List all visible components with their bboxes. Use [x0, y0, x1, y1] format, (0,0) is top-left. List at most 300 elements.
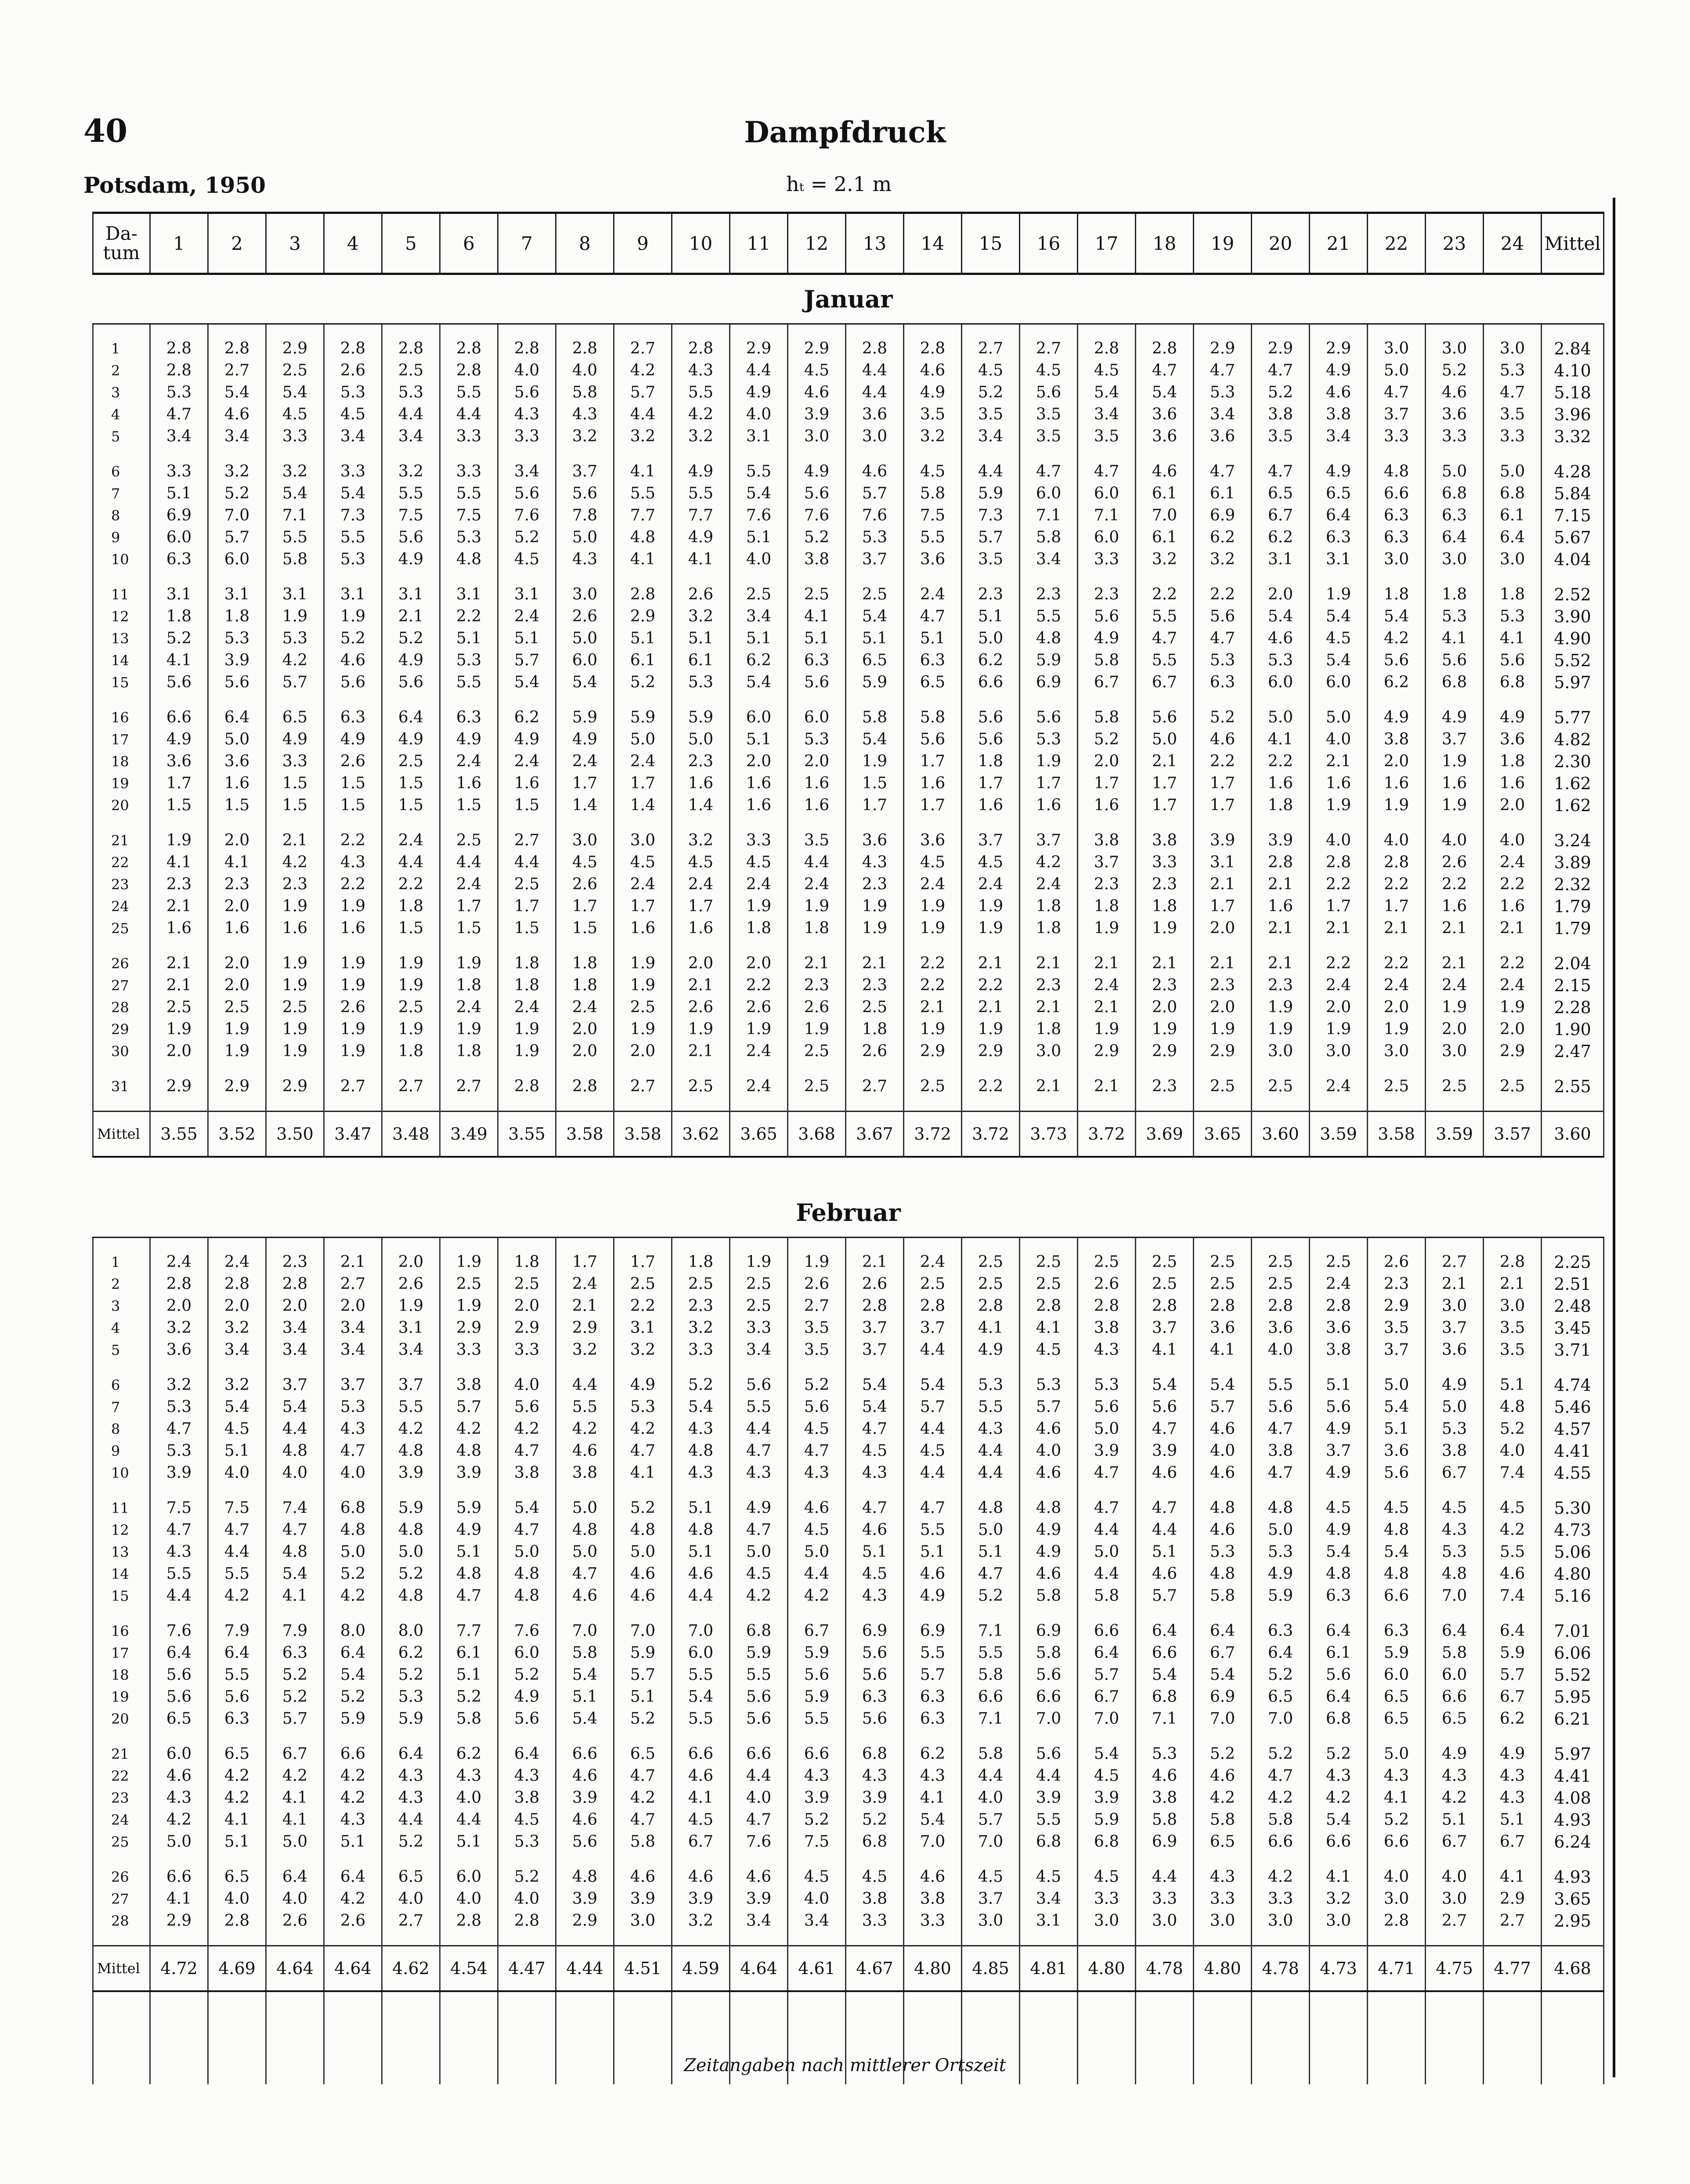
- value-cell: 6.0: [1078, 483, 1136, 505]
- daily-mean-cell: 5.30: [1542, 1497, 1604, 1519]
- value-cell: 1.9: [962, 1018, 1020, 1040]
- value-cell: 1.8: [208, 606, 266, 628]
- value-cell: 2.5: [1484, 1076, 1542, 1097]
- value-cell: 2.2: [1310, 953, 1368, 975]
- value-cell: 5.4: [672, 1686, 730, 1708]
- value-cell: 4.3: [150, 1787, 208, 1809]
- value-cell: 2.5: [672, 1076, 730, 1097]
- value-cell: 6.1: [1194, 483, 1252, 505]
- value-cell: 4.4: [846, 382, 904, 404]
- value-cell: 5.1: [962, 606, 1020, 628]
- value-cell: 5.6: [730, 1708, 788, 1730]
- value-cell: 5.9: [614, 1642, 672, 1664]
- value-cell: 4.5: [788, 360, 846, 382]
- value-cell: 4.6: [1194, 1519, 1252, 1541]
- value-cell: 2.5: [1020, 1251, 1078, 1273]
- value-cell: 2.7: [324, 1273, 382, 1295]
- value-cell: 3.3: [266, 751, 324, 773]
- value-cell: 2.6: [788, 1273, 846, 1295]
- value-cell: 4.7: [846, 1497, 904, 1519]
- daily-mean-cell: 4.10: [1542, 360, 1604, 382]
- value-cell: 4.1: [614, 461, 672, 483]
- hourly-mean-cell: 4.80: [1194, 1946, 1252, 1992]
- height-label: hₜ = 2.1 m: [786, 172, 892, 196]
- overall-mean-cell: 4.68: [1542, 1946, 1604, 1992]
- value-cell: 5.1: [730, 527, 788, 549]
- value-cell: 7.6: [498, 505, 556, 527]
- value-cell: 4.4: [962, 1440, 1020, 1462]
- value-cell: 4.2: [324, 1888, 382, 1910]
- day-cell: 22: [93, 1765, 150, 1787]
- value-cell: 4.3: [440, 1765, 498, 1787]
- day-cell: 31: [93, 1076, 150, 1097]
- value-cell: 2.4: [1484, 975, 1542, 996]
- value-cell: 5.6: [498, 483, 556, 505]
- value-cell: 1.9: [1136, 1018, 1194, 1040]
- daily-mean-cell: 2.30: [1542, 751, 1604, 773]
- value-cell: 4.0: [730, 549, 788, 570]
- value-cell: 6.4: [1310, 505, 1368, 527]
- value-cell: 3.0: [1484, 549, 1542, 570]
- value-cell: 2.8: [904, 1295, 962, 1317]
- value-cell: 4.8: [1426, 1563, 1484, 1585]
- hourly-mean-cell: 4.73: [1310, 1946, 1368, 1992]
- value-cell: 7.6: [498, 1620, 556, 1642]
- value-cell: 2.5: [382, 360, 440, 382]
- value-cell: 4.9: [1020, 1519, 1078, 1541]
- value-cell: 5.7: [1136, 1585, 1194, 1607]
- value-cell: 5.3: [788, 729, 846, 751]
- value-cell: 3.0: [1426, 1295, 1484, 1317]
- value-cell: 3.4: [962, 426, 1020, 448]
- value-cell: 2.9: [1310, 338, 1368, 360]
- value-cell: 2.8: [846, 338, 904, 360]
- value-cell: 5.7: [614, 1664, 672, 1686]
- value-cell: 3.6: [904, 830, 962, 852]
- value-cell: 5.4: [1310, 1541, 1368, 1563]
- value-cell: 4.9: [730, 382, 788, 404]
- station-label: Potsdam, 1950: [83, 172, 266, 198]
- table-row: [93, 584, 1604, 606]
- value-cell: 5.1: [730, 729, 788, 751]
- value-cell: 1.9: [1136, 917, 1194, 939]
- value-cell: 3.6: [1426, 1339, 1484, 1361]
- value-cell: 3.9: [846, 1787, 904, 1809]
- value-cell: 3.7: [1426, 729, 1484, 751]
- value-cell: 6.4: [324, 1642, 382, 1664]
- value-cell: 4.4: [788, 852, 846, 874]
- value-cell: 4.7: [1368, 382, 1426, 404]
- value-cell: 5.9: [1252, 1585, 1310, 1607]
- value-cell: 2.8: [1368, 1910, 1426, 1932]
- value-cell: 3.2: [208, 1317, 266, 1339]
- value-cell: 4.0: [324, 1462, 382, 1484]
- value-cell: 7.4: [1484, 1462, 1542, 1484]
- value-cell: 4.3: [904, 1765, 962, 1787]
- value-cell: 2.3: [150, 874, 208, 895]
- value-cell: 5.7: [1484, 1664, 1542, 1686]
- value-cell: 1.7: [614, 895, 672, 917]
- header-hour: 24: [1484, 213, 1542, 274]
- value-cell: 5.2: [208, 483, 266, 505]
- value-cell: 3.0: [614, 830, 672, 852]
- value-cell: 3.5: [1078, 426, 1136, 448]
- value-cell: 6.4: [208, 707, 266, 729]
- value-cell: 5.0: [150, 1831, 208, 1853]
- value-cell: 5.8: [1078, 1585, 1136, 1607]
- table-row: [93, 1787, 1604, 1809]
- day-cell: 28: [93, 996, 150, 1018]
- value-cell: 7.5: [440, 505, 498, 527]
- value-cell: 5.6: [1020, 1664, 1078, 1686]
- header-hour: 14: [904, 213, 962, 274]
- value-cell: 5.1: [614, 628, 672, 650]
- value-cell: 6.4: [1484, 1620, 1542, 1642]
- value-cell: 4.4: [730, 1765, 788, 1787]
- day-cell: 15: [93, 671, 150, 693]
- value-cell: 1.7: [1194, 773, 1252, 794]
- value-cell: 1.6: [730, 794, 788, 816]
- footer-note: Zeitangaben nach mittlerer Ortszeit: [684, 2055, 1006, 2076]
- value-cell: 4.8: [556, 1866, 614, 1888]
- value-cell: 6.9: [904, 1620, 962, 1642]
- value-cell: 5.0: [556, 527, 614, 549]
- value-cell: 5.8: [1078, 707, 1136, 729]
- value-cell: 6.6: [1368, 483, 1426, 505]
- value-cell: 4.6: [1136, 1462, 1194, 1484]
- daily-mean-cell: 5.16: [1542, 1585, 1604, 1607]
- value-cell: 5.6: [788, 1396, 846, 1418]
- value-cell: 2.1: [1020, 953, 1078, 975]
- value-cell: 2.3: [846, 975, 904, 996]
- value-cell: 3.3: [440, 461, 498, 483]
- hourly-mean-cell: 4.67: [846, 1946, 904, 1992]
- value-cell: 6.4: [1194, 1620, 1252, 1642]
- value-cell: 3.8: [1078, 1317, 1136, 1339]
- month-title: Januar: [93, 274, 1604, 324]
- daily-mean-cell: 2.84: [1542, 338, 1604, 360]
- value-cell: 5.7: [1078, 1664, 1136, 1686]
- hourly-mean-cell: 4.44: [556, 1946, 614, 1992]
- value-cell: 5.5: [324, 527, 382, 549]
- value-cell: 5.7: [208, 527, 266, 549]
- value-cell: 2.5: [614, 996, 672, 1018]
- value-cell: 1.9: [440, 1295, 498, 1317]
- value-cell: 3.8: [1252, 404, 1310, 426]
- value-cell: 1.9: [672, 1018, 730, 1040]
- value-cell: 6.7: [1252, 505, 1310, 527]
- table-row: [93, 1743, 1604, 1765]
- value-cell: 4.9: [440, 1519, 498, 1541]
- value-cell: 6.0: [730, 707, 788, 729]
- value-cell: 5.8: [1020, 527, 1078, 549]
- value-cell: 2.4: [730, 1040, 788, 1062]
- value-cell: 4.9: [1310, 1519, 1368, 1541]
- value-cell: 5.8: [1078, 650, 1136, 671]
- value-cell: 5.2: [962, 382, 1020, 404]
- daily-mean-cell: 3.32: [1542, 426, 1604, 448]
- value-cell: 3.9: [1078, 1787, 1136, 1809]
- value-cell: 5.0: [208, 729, 266, 751]
- value-cell: 7.5: [788, 1831, 846, 1853]
- value-cell: 1.8: [962, 751, 1020, 773]
- value-cell: 3.8: [440, 1374, 498, 1396]
- value-cell: 5.5: [1136, 606, 1194, 628]
- daily-mean-cell: 2.32: [1542, 874, 1604, 895]
- value-cell: 1.7: [1020, 773, 1078, 794]
- table-row: [93, 773, 1604, 794]
- value-cell: 4.3: [846, 1765, 904, 1787]
- value-cell: 3.4: [382, 426, 440, 448]
- value-cell: 5.6: [382, 671, 440, 693]
- value-cell: 1.5: [440, 794, 498, 816]
- value-cell: 2.8: [1252, 852, 1310, 874]
- daily-mean-cell: 3.71: [1542, 1339, 1604, 1361]
- value-cell: 1.9: [440, 1018, 498, 1040]
- value-cell: 2.9: [962, 1040, 1020, 1062]
- value-cell: 5.7: [498, 650, 556, 671]
- value-cell: 6.6: [962, 671, 1020, 693]
- day-cell: 20: [93, 1708, 150, 1730]
- daily-mean-cell: 2.47: [1542, 1040, 1604, 1062]
- day-cell: 25: [93, 917, 150, 939]
- value-cell: 3.1: [440, 584, 498, 606]
- value-cell: 6.4: [1078, 1642, 1136, 1664]
- value-cell: 6.0: [150, 1743, 208, 1765]
- value-cell: 2.8: [1310, 1295, 1368, 1317]
- value-cell: 4.5: [788, 1418, 846, 1440]
- value-cell: 3.3: [730, 1317, 788, 1339]
- value-cell: 5.6: [208, 671, 266, 693]
- value-cell: 1.8: [788, 917, 846, 939]
- value-cell: 1.7: [556, 773, 614, 794]
- value-cell: 4.9: [1368, 707, 1426, 729]
- value-cell: 6.6: [962, 1686, 1020, 1708]
- value-cell: 4.8: [556, 1519, 614, 1541]
- value-cell: 5.5: [614, 483, 672, 505]
- value-cell: 3.6: [1368, 1440, 1426, 1462]
- value-cell: 3.4: [150, 426, 208, 448]
- value-cell: 2.5: [266, 996, 324, 1018]
- value-cell: 5.2: [382, 628, 440, 650]
- value-cell: 2.1: [1078, 1076, 1136, 1097]
- value-cell: 2.0: [150, 1040, 208, 1062]
- value-cell: 4.2: [614, 1787, 672, 1809]
- value-cell: 5.3: [1426, 606, 1484, 628]
- value-cell: 4.7: [614, 1765, 672, 1787]
- value-cell: 3.3: [904, 1910, 962, 1932]
- value-cell: 2.5: [382, 996, 440, 1018]
- value-cell: 2.8: [1368, 852, 1426, 874]
- value-cell: 4.9: [1426, 707, 1484, 729]
- value-cell: 2.5: [962, 1251, 1020, 1273]
- value-cell: 3.5: [1020, 404, 1078, 426]
- value-cell: 4.0: [556, 360, 614, 382]
- value-cell: 4.4: [382, 1809, 440, 1831]
- value-cell: 4.2: [208, 1585, 266, 1607]
- value-cell: 2.3: [208, 874, 266, 895]
- value-cell: 1.9: [1078, 1018, 1136, 1040]
- value-cell: 1.9: [614, 975, 672, 996]
- mean-row-label: Mittel: [93, 1112, 150, 1157]
- table-row: [93, 1642, 1604, 1664]
- value-cell: 7.4: [266, 1497, 324, 1519]
- value-cell: 2.4: [730, 874, 788, 895]
- value-cell: 4.7: [1252, 360, 1310, 382]
- table-row: [93, 404, 1604, 426]
- value-cell: 2.2: [1368, 874, 1426, 895]
- value-cell: 3.6: [1136, 426, 1194, 448]
- value-cell: 2.1: [1020, 996, 1078, 1018]
- value-cell: 2.8: [266, 1273, 324, 1295]
- value-cell: 5.3: [1136, 1743, 1194, 1765]
- value-cell: 1.6: [1252, 895, 1310, 917]
- value-cell: 4.4: [1136, 1519, 1194, 1541]
- value-cell: 3.0: [1426, 338, 1484, 360]
- value-cell: 4.1: [266, 1787, 324, 1809]
- value-cell: 7.9: [208, 1620, 266, 1642]
- value-cell: 5.2: [1252, 1664, 1310, 1686]
- value-cell: 3.9: [672, 1888, 730, 1910]
- value-cell: 2.1: [1426, 953, 1484, 975]
- value-cell: 6.0: [1020, 483, 1078, 505]
- value-cell: 5.4: [1310, 650, 1368, 671]
- value-cell: 1.9: [730, 1018, 788, 1040]
- table-row: [93, 751, 1604, 773]
- value-cell: 1.7: [150, 773, 208, 794]
- value-cell: 4.5: [1426, 1497, 1484, 1519]
- value-cell: 2.5: [150, 996, 208, 1018]
- value-cell: 1.9: [382, 1018, 440, 1040]
- value-cell: 4.9: [672, 527, 730, 549]
- table-row: [93, 1040, 1604, 1062]
- day-cell: 6: [93, 1374, 150, 1396]
- value-cell: 1.8: [498, 975, 556, 996]
- header-hour: 15: [962, 213, 1020, 274]
- value-cell: 3.8: [1426, 1440, 1484, 1462]
- value-cell: 5.2: [498, 527, 556, 549]
- value-cell: 2.8: [208, 338, 266, 360]
- value-cell: 6.9: [1136, 1831, 1194, 1853]
- value-cell: 4.5: [556, 852, 614, 874]
- value-cell: 2.1: [846, 953, 904, 975]
- value-cell: 5.8: [1426, 1642, 1484, 1664]
- value-cell: 2.9: [614, 606, 672, 628]
- value-cell: 3.8: [556, 1462, 614, 1484]
- hourly-mean-cell: 3.60: [1252, 1112, 1310, 1157]
- value-cell: 2.4: [1078, 975, 1136, 996]
- value-cell: 4.7: [1136, 628, 1194, 650]
- value-cell: 5.6: [788, 1664, 846, 1686]
- value-cell: 5.2: [962, 1585, 1020, 1607]
- value-cell: 4.4: [962, 1765, 1020, 1787]
- value-cell: 5.4: [846, 606, 904, 628]
- value-cell: 4.7: [1020, 461, 1078, 483]
- value-cell: 1.6: [672, 917, 730, 939]
- value-cell: 4.1: [208, 852, 266, 874]
- value-cell: 5.3: [440, 527, 498, 549]
- day-cell: 5: [93, 1339, 150, 1361]
- table-row: [93, 1374, 1604, 1396]
- value-cell: 2.5: [788, 584, 846, 606]
- value-cell: 5.4: [498, 1497, 556, 1519]
- value-cell: 4.3: [1078, 1339, 1136, 1361]
- value-cell: 1.9: [266, 975, 324, 996]
- value-cell: 3.6: [846, 830, 904, 852]
- value-cell: 6.3: [1368, 527, 1426, 549]
- day-cell: 23: [93, 874, 150, 895]
- value-cell: 4.5: [962, 852, 1020, 874]
- day-cell: 28: [93, 1910, 150, 1932]
- value-cell: 1.9: [266, 895, 324, 917]
- daily-mean-cell: 4.93: [1542, 1866, 1604, 1888]
- value-cell: 4.7: [1078, 461, 1136, 483]
- value-cell: 4.5: [1078, 360, 1136, 382]
- value-cell: 2.7: [846, 1076, 904, 1097]
- table-row: [93, 1585, 1604, 1607]
- value-cell: 5.3: [1426, 1418, 1484, 1440]
- value-cell: 5.3: [150, 1396, 208, 1418]
- value-cell: 3.6: [150, 1339, 208, 1361]
- hourly-mean-cell: 4.61: [788, 1946, 846, 1992]
- value-cell: 7.5: [382, 505, 440, 527]
- value-cell: 2.3: [962, 584, 1020, 606]
- value-cell: 2.3: [672, 751, 730, 773]
- value-cell: 5.6: [788, 671, 846, 693]
- value-cell: 6.6: [150, 1866, 208, 1888]
- value-cell: 2.0: [208, 895, 266, 917]
- value-cell: 5.9: [672, 707, 730, 729]
- value-cell: 7.0: [1426, 1585, 1484, 1607]
- value-cell: 3.0: [1020, 1040, 1078, 1062]
- value-cell: 5.6: [962, 729, 1020, 751]
- value-cell: 5.6: [1020, 382, 1078, 404]
- value-cell: 7.0: [614, 1620, 672, 1642]
- value-cell: 3.8: [498, 1787, 556, 1809]
- value-cell: 4.0: [1368, 830, 1426, 852]
- day-cell: 17: [93, 729, 150, 751]
- hourly-mean-cell: 3.72: [1078, 1112, 1136, 1157]
- value-cell: 4.1: [614, 1462, 672, 1484]
- value-cell: 3.5: [904, 404, 962, 426]
- value-cell: 4.7: [150, 1418, 208, 1440]
- value-cell: 3.2: [614, 426, 672, 448]
- hourly-mean-cell: 3.68: [788, 1112, 846, 1157]
- value-cell: 2.5: [1194, 1076, 1252, 1097]
- value-cell: 2.4: [1020, 874, 1078, 895]
- value-cell: 2.4: [1310, 1076, 1368, 1097]
- value-cell: 5.1: [1484, 1374, 1542, 1396]
- value-cell: 2.1: [788, 953, 846, 975]
- header-hour: 8: [556, 213, 614, 274]
- value-cell: 1.9: [324, 975, 382, 996]
- value-cell: 5.3: [440, 650, 498, 671]
- value-cell: 4.9: [266, 729, 324, 751]
- value-cell: 4.5: [788, 1866, 846, 1888]
- value-cell: 6.3: [1368, 1620, 1426, 1642]
- value-cell: 2.1: [1136, 953, 1194, 975]
- value-cell: 3.2: [614, 1339, 672, 1361]
- value-cell: 3.8: [1252, 1440, 1310, 1462]
- day-cell: 14: [93, 1563, 150, 1585]
- value-cell: 3.9: [1194, 830, 1252, 852]
- value-cell: 2.1: [1368, 917, 1426, 939]
- table-row: [93, 1708, 1604, 1730]
- value-cell: 6.0: [1252, 671, 1310, 693]
- value-cell: 3.9: [1078, 1440, 1136, 1462]
- day-cell: 21: [93, 1743, 150, 1765]
- table-row: [93, 1418, 1604, 1440]
